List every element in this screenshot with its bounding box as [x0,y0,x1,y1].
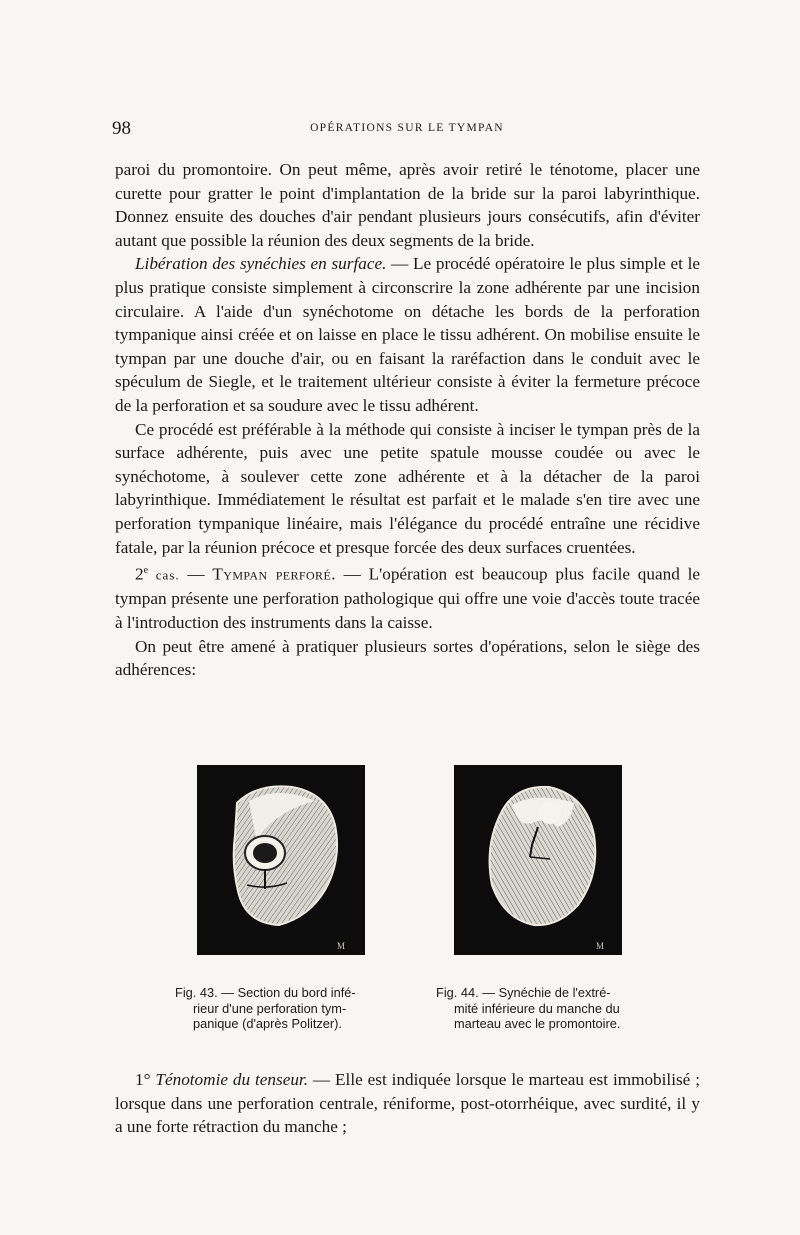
ear-drum-section-illustration [197,765,365,955]
paragraph [115,559,700,635]
caption-line: panique (d'après Politzer). [193,1016,342,1031]
text-segment: 1° [135,1070,156,1089]
figure-44-caption [436,985,666,1032]
caption-line: Fig. 44. — Synéchie de l'extré- [436,985,611,1000]
svg-text:M: M [337,941,346,951]
text-segment: — [179,564,213,584]
text-segment: Tympan perforé. [212,564,336,584]
text-segment: cas. [148,567,180,583]
running-title: OPÉRATIONS SUR LE TYMPAN [310,122,504,134]
text-segment: — L'opération est beaucoup plus facile quand le tympan présente une perforation pathologique qui offre une voie d'accès toute tracée à l'introduction des instruments dans la caisse. [115,564,700,633]
text-segment: Libération des synéchies en surface. [135,254,387,274]
page-number: 98 [112,118,131,139]
paragraph [115,418,700,560]
text-segment: Ce procédé est préférable à la méthode qui consiste à inciser le tympan près de la surface adhérente, puis avec une petite spatule mousse coudée ou avec le synéchotome, à soulever cette zone adhérente et à la détacher de la paroi labyrinthique. Immédiatement le résultat est parfait et le malade s'en tire avec une perforation tympanique linéaire, mais l'élégance du procédé entraîne une récidive fatale, par la réunion précoce et presque forcée des deux surfaces cruentées. [115,419,700,557]
caption-line: Fig. 43. — Section du bord infé- [175,985,356,1000]
paragraph [115,1068,700,1139]
caption-line: mité inférieure du manche du [454,1000,620,1016]
text-segment: — Elle est indiquée lorsque le marteau est immobilisé ; lorsque dans une perforation centrale, réniforme, post-otorrhéique, avec surdité, il y a une forte rétraction du manche ; [115,1070,700,1137]
figure-44-engraving [454,765,622,955]
text-segment: e [143,565,149,577]
figure-43-engraving [197,765,365,955]
synechia-illustration [454,765,622,955]
text-segment: On peut être amené à pratiquer plusieurs sortes d'opérations, selon le siège des adhérences: [115,636,700,680]
text-segment: Ténotomie du tenseur. [155,1070,308,1089]
text-segment: — Le procédé opératoire le plus simple et le plus pratique consiste simplement à circonscrire la zone adhérente par une incision circulaire. A l'aide d'un synéchotome on détache les bords de la perforation tympanique ainsi créée et on laisse en place le tissu adhérent. On mobilise ensuite le tympan par une douche d'air, ou en faisant la raréfaction dans le conduit avec le spéculum de Siegle, et le traitement ultérieur consiste à éviter la fermeture précoce de la perforation et sa soudure avec le tissu adhérent. [115,254,700,415]
page-header [112,118,702,142]
body-text-bottom [115,1068,700,1139]
caption-line: marteau avec le promontoire. [454,1016,621,1031]
text-segment: 2 [135,564,144,584]
caption-line: rieur d'une perforation tym- [193,1000,347,1016]
text-segment: paroi du promontoire. On peut même, après avoir retiré le ténotome, placer une curette pour gratter le point d'implantation de la bride sur la paroi labyrinthique. Donnez ensuite des douches d'air pendant plusieurs jours consécutifs, afin d'éviter autant que possible la réunion des deux segments de la bride. [115,160,700,250]
paragraph [115,635,700,682]
figure-43-caption [175,985,395,1032]
paragraph [115,252,700,417]
body-text-top [115,158,700,682]
svg-text:M: M [596,941,605,951]
paragraph [115,158,700,252]
